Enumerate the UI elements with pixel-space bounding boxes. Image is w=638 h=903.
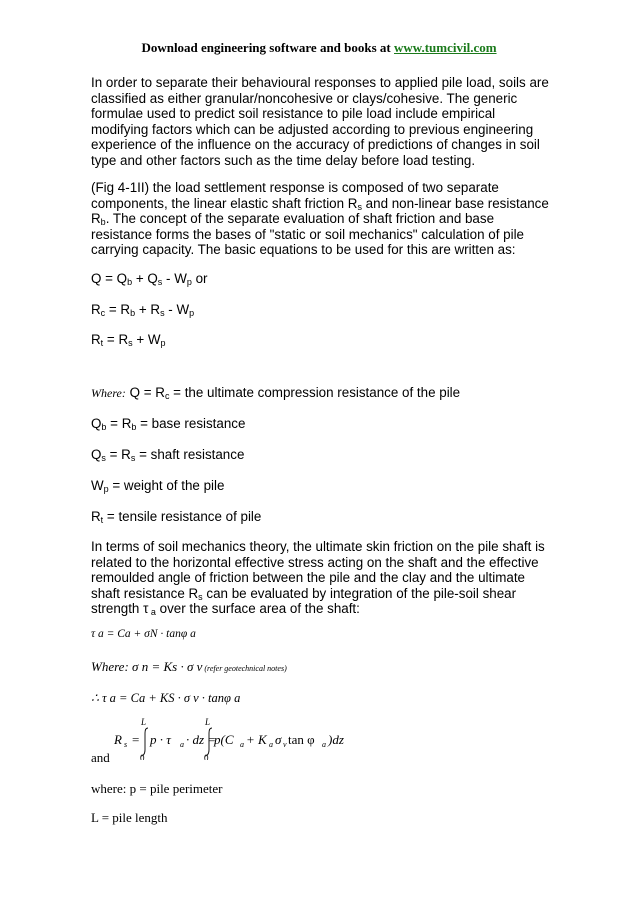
definition-qb: $Q_b = R_b$ = base resistance (91, 416, 246, 432)
svg-text:tan φ: tan φ (288, 732, 315, 747)
definition-qs: $Q_s = R_s$ = shaft resistance (91, 447, 245, 463)
svg-text:a: a (322, 740, 326, 749)
svg-text:0: 0 (140, 753, 145, 760)
svg-text:p(C: p(C (214, 732, 234, 747)
equation-rc: $R_c = R_b + R_s - W_p$ (91, 302, 195, 318)
svg-text:=: = (132, 732, 140, 747)
svg-text:a: a (240, 740, 244, 749)
svg-text:L: L (141, 717, 147, 727)
equation-q: $Q = Q_b + Q_s - W_p$ or (91, 271, 208, 287)
svg-text:+ K: + K (246, 732, 267, 747)
text-and: and (91, 750, 110, 765)
paragraph-intro: In order to separate their behavioural responses to applied pile load, soils are classified as either granular/noncohesive or clays/cohesive. The generic formulae used to predict soil resistance to pile load include empirical modifying factors which can be adjusted according to previous engineering experience of the influence on the accuracy of predictions of changes in soil type and other factors such as the time delay before load testing. (91, 75, 549, 168)
svg-text:R: R (114, 732, 122, 747)
svg-text:σ: σ (275, 732, 282, 747)
equation-rt: $R_t = R_s + W_p$ (91, 332, 166, 348)
svg-text:a: a (269, 740, 273, 749)
text-where-l: L = pile length (91, 810, 168, 825)
svg-text:v: v (283, 740, 287, 749)
formula-tau-expanded: ∴ τ a = Ca + KS · σ v · tanφ a (91, 691, 241, 705)
svg-text:0: 0 (204, 753, 209, 760)
svg-text:s: s (124, 740, 128, 749)
formula-shear-strength: τ a = Ca + σN · tanφ a (91, 628, 196, 640)
page-header (0, 40, 638, 56)
paragraph-skin-friction: In terms of soil mechanics theory, the ultimate skin friction on the pile shaft is related to the horizontal effective stress acting on the shaft and the effective remoulded angle of friction between the pile and the clay and the ultimate shaft resistance $R_s$ can be evaluated by integration of the pile-soil shear strength τ $_a$ over the surface area of the shaft: (91, 539, 545, 618)
svg-text:L: L (205, 717, 211, 727)
svg-text:)dz: )dz (328, 732, 344, 747)
paragraph-settlement: (Fig 4-1II) the load settlement response is composed of two separate components, the linear elastic shaft friction $R_s$ and non-linear base resistance $R_b$. The concept of the separate evaluation of shaft friction and base resistance forms the bases of "static or soil mechanics" calculation of pile carrying capacity. The basic equations to be used for this are written as: (91, 180, 549, 258)
definition-q: Where: $Q = R_c$ = the ultimate compression resistance of the pile (91, 385, 461, 401)
header-text: Download engineering software and books at (141, 40, 394, 55)
definition-rt: $R_t$ = tensile resistance of pile (91, 509, 262, 525)
svg-text:· dz =: · dz = (186, 732, 217, 747)
header-link[interactable]: www.tumcivil.com (394, 40, 497, 55)
svg-text:a: a (180, 740, 184, 749)
definition-wp: $W_p$ = weight of the pile (91, 478, 225, 494)
svg-text:p · τ: p · τ (150, 732, 171, 747)
formula-sigma-n: Where: σ n = Ks · σ v (refer geotechnical notes) (91, 659, 287, 674)
text-where-p: where: p = pile perimeter (91, 781, 223, 796)
